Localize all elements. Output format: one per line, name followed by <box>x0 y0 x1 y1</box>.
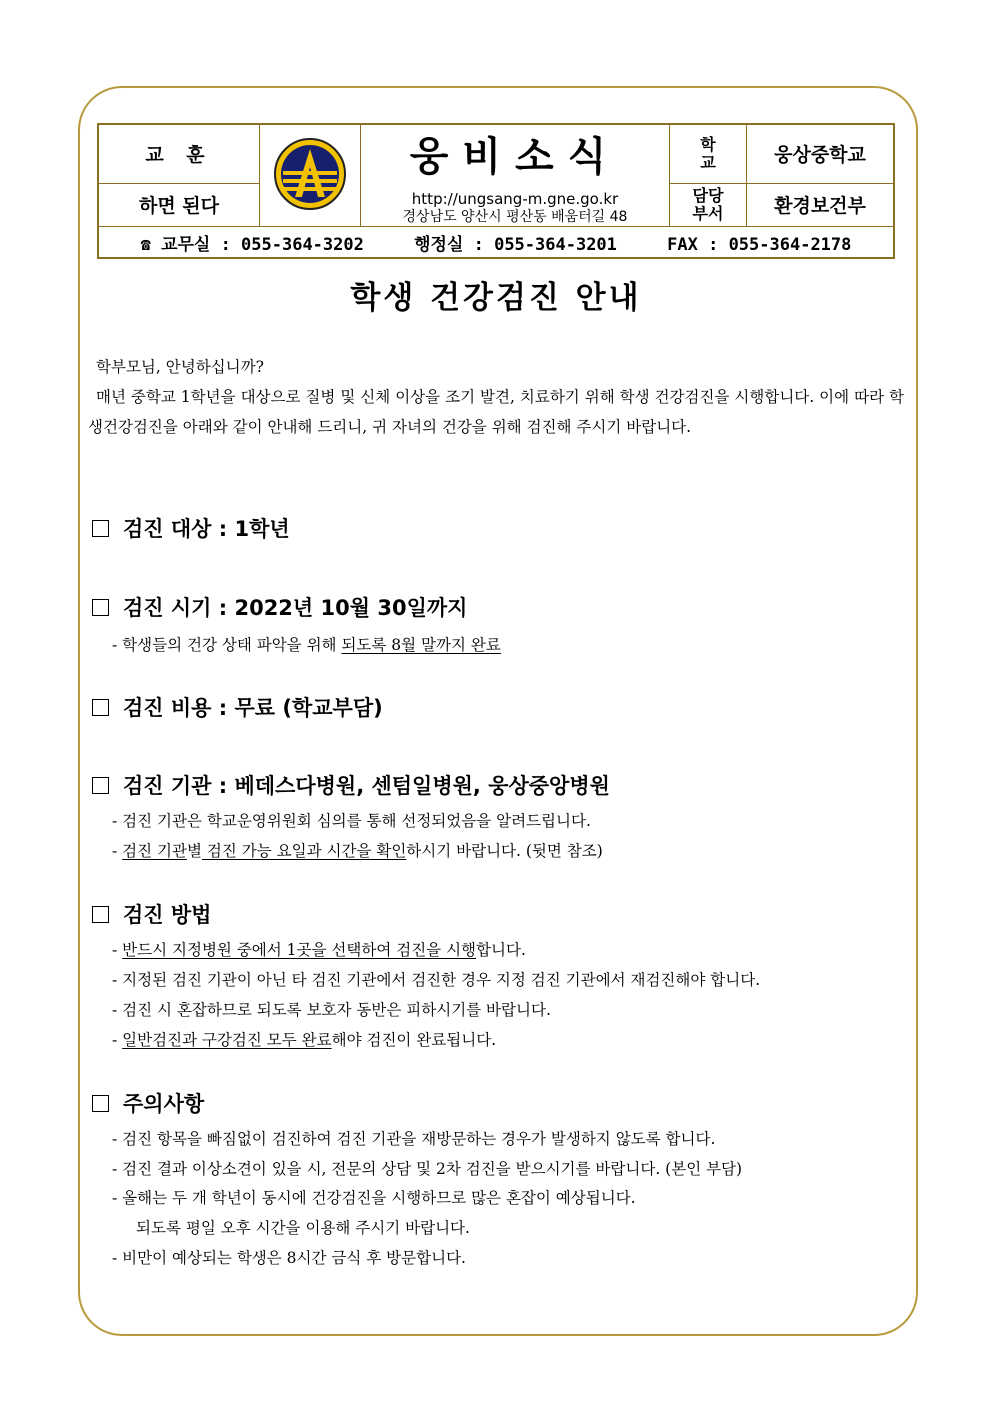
phone-admin: 행정실 : 055-364-3201 <box>414 234 617 255</box>
school-url: http://ungsang-m.gne.go.kr <box>411 190 619 208</box>
method-item-1: - 반드시 지정병원 중에서 1곳을 선택하여 검진을 시행합니다. <box>112 941 526 959</box>
document-title: 학생 건강검진 안내 <box>350 280 642 316</box>
intro-paragraph: 매년 중학교 1학년을 대상으로 질병 및 신체 이상을 조기 발견, 치료하기 위해 학생 건강검진을 시행합니다. 이에 따라 학생건강검진을 아래와 같이 안내해 드리니, 귀 자녀의 건강을 위해 검진해 주시기 바랍니다. <box>88 388 904 436</box>
checkbox-icon <box>92 599 109 616</box>
school-name: 웅상중학교 <box>747 124 895 183</box>
section-method: 검진 방법 <box>92 899 211 929</box>
school-label: 학 교 <box>670 124 747 183</box>
section-period: 검진 시기 : 2022년 10월 30일까지 <box>92 592 467 622</box>
agency-note-1: - 검진 기관은 학교운영위원회 심의를 통해 선정되었음을 알려드립니다. <box>112 812 591 830</box>
caution-item-2: - 검진 결과 이상소견이 있을 시, 전문의 상담 및 2차 검진을 받으시기를 바랍니다. (본인 부담) <box>112 1160 743 1178</box>
period-note: - 학생들의 건강 상태 파악을 위해 되도록 8월 말까지 완료 <box>112 636 501 654</box>
section-target: 검진 대상 : 1학년 <box>92 513 290 543</box>
method-item-2: - 지정된 검진 기관이 아닌 타 검진 기관에서 검진한 경우 지정 검진 기관에서 재검진해야 합니다. <box>112 971 761 989</box>
checkbox-icon <box>92 777 109 794</box>
newsletter-title: 웅비소식 <box>409 134 621 180</box>
section-agency: 검진 기관 : 베데스다병원, 센텀일병원, 웅상중앙병원 <box>92 770 610 800</box>
newsletter-header <box>97 123 895 259</box>
school-logo <box>260 124 361 227</box>
caution-item-4: - 비만이 예상되는 학생은 8시간 금식 후 방문합니다. <box>112 1249 466 1267</box>
motto-label: 교 훈 <box>98 124 260 183</box>
fax-number: FAX : 055-364-2178 <box>667 234 852 255</box>
section-caution: 주의사항 <box>92 1088 204 1118</box>
agency-note-2: - 검진 기관별 검진 가능 요일과 시간을 확인하시기 바랍니다. (뒷면 참조) <box>112 842 603 860</box>
section-cost: 검진 비용 : 무료 (학교부담) <box>92 692 383 722</box>
method-item-4: - 일반검진과 구강검진 모두 완료해야 검진이 완료됩니다. <box>112 1031 497 1049</box>
method-item-3: - 검진 시 혼잡하므로 되도록 보호자 동반은 피하시기를 바랍니다. <box>112 1001 551 1019</box>
caution-item-3: - 올해는 두 개 학년이 동시에 건강검진을 시행하므로 많은 혼잡이 예상됩니다. <box>112 1189 636 1207</box>
caution-item-1: - 검진 항목을 빠짐없이 검진하여 검진 기관을 재방문하는 경우가 발생하지 않도록 합니다. <box>112 1130 716 1148</box>
caution-item-3-cont: 되도록 평일 오후 시간을 이용해 주시기 바랍니다. <box>136 1219 470 1237</box>
checkbox-icon <box>92 906 109 923</box>
motto-value: 하면 된다 <box>98 183 260 226</box>
contact-bar <box>98 227 894 259</box>
checkbox-icon <box>92 520 109 537</box>
dept-label: 담당 부서 <box>670 183 747 226</box>
phone-office: ☎ 교무실 : 055-364-3202 <box>140 234 364 255</box>
school-address: 경상남도 양산시 평산동 배움터길 48 <box>402 209 628 225</box>
checkbox-icon <box>92 1095 109 1112</box>
dept-name: 환경보건부 <box>747 183 895 226</box>
checkbox-icon <box>92 699 109 716</box>
school-logo-icon <box>273 137 347 211</box>
greeting: 학부모님, 안녕하십니까? <box>96 358 264 376</box>
